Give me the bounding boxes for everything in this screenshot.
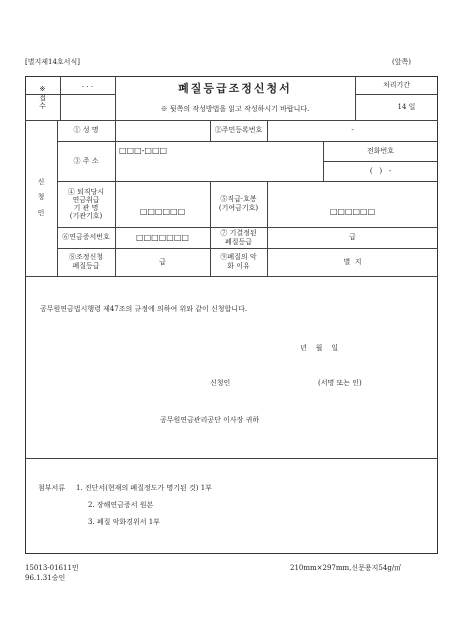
page-side-label: (앞쪽) [392,58,411,66]
worsen-reason-label: ⑨폐질의 악 화 이유 [220,253,257,270]
form-code: 15013-01611민 [25,564,79,572]
adjust-grade-label: ⑧조정신청 폐질등급 [68,253,104,270]
processing-period-value: 14 일 [397,102,416,111]
address-label: ③ 주 소 [73,156,99,165]
attachment-item: 1. 진단서(현재의 폐질정도가 명기된 것) 1부 [76,484,212,492]
processing-period-label: 처리기간 [382,81,411,90]
adjust-grade-field[interactable]: 급 [159,257,166,266]
agency-label: ④ 퇴직당시 연금취급 기 관 명 (기관기호) [67,187,105,221]
phone-label: 전화번호 [366,146,395,155]
pension-cert-label: ⑥연금증서번호 [62,233,110,242]
name-field[interactable] [115,120,210,141]
statement-date: 년 월 일 [300,344,339,352]
resident-no-field[interactable]: - [351,126,354,135]
applicant-section-label: 신 청 인 [37,177,45,217]
attachments-label: 첨부서류 [38,484,66,492]
agency-field[interactable]: □□□□□□ [139,207,186,216]
form-title: 폐질등급조정신청서 [178,82,292,96]
rank-label: ⑤직급·호봉 (기여금기호) [218,195,259,212]
statement-body: 공무원연금법시행령 제47조의 규정에 의하여 위와 같이 신청합니다. [40,305,248,313]
instruction-note: ※ 뒷쪽의 작성방법을 읽고 작성하시기 바랍니다. [160,104,310,113]
determined-grade-label: ⑦ 기결정된 폐질등급 [220,228,257,246]
pension-cert-field[interactable]: □□□□□□□ [136,232,189,242]
determined-grade-field[interactable]: 급 [349,233,356,242]
applicant-signature-label: 신청인 [210,379,231,387]
name-label: ① 성 명 [73,126,99,135]
approval-date: 96.1.31승인 [25,574,66,582]
signature-field[interactable]: (서명 또는 인) [318,379,362,387]
phone-field[interactable]: ( ) - [369,166,392,175]
receipt-mark: ※ 접 수 [39,84,46,111]
address-field[interactable]: □□□-□□□ [119,146,168,155]
attachment-item: 3. 폐질 악화경위서 1부 [88,518,160,526]
receipt-date-dots: . . . [81,80,94,89]
recipient: 공무원연금관리공단 이사장 귀하 [160,416,260,424]
rank-field[interactable]: □□□□□□ [329,207,376,216]
resident-no-label: ②주민등록번호 [214,126,263,135]
paper-spec: 210mm×297mm,신문용지54g/㎡ [290,564,402,572]
attachment-item: 2. 장해연금증서 원본 [88,501,154,509]
form-number: [별지제14호서식] [25,58,80,66]
worsen-reason-field[interactable]: 별 지 [343,257,362,266]
